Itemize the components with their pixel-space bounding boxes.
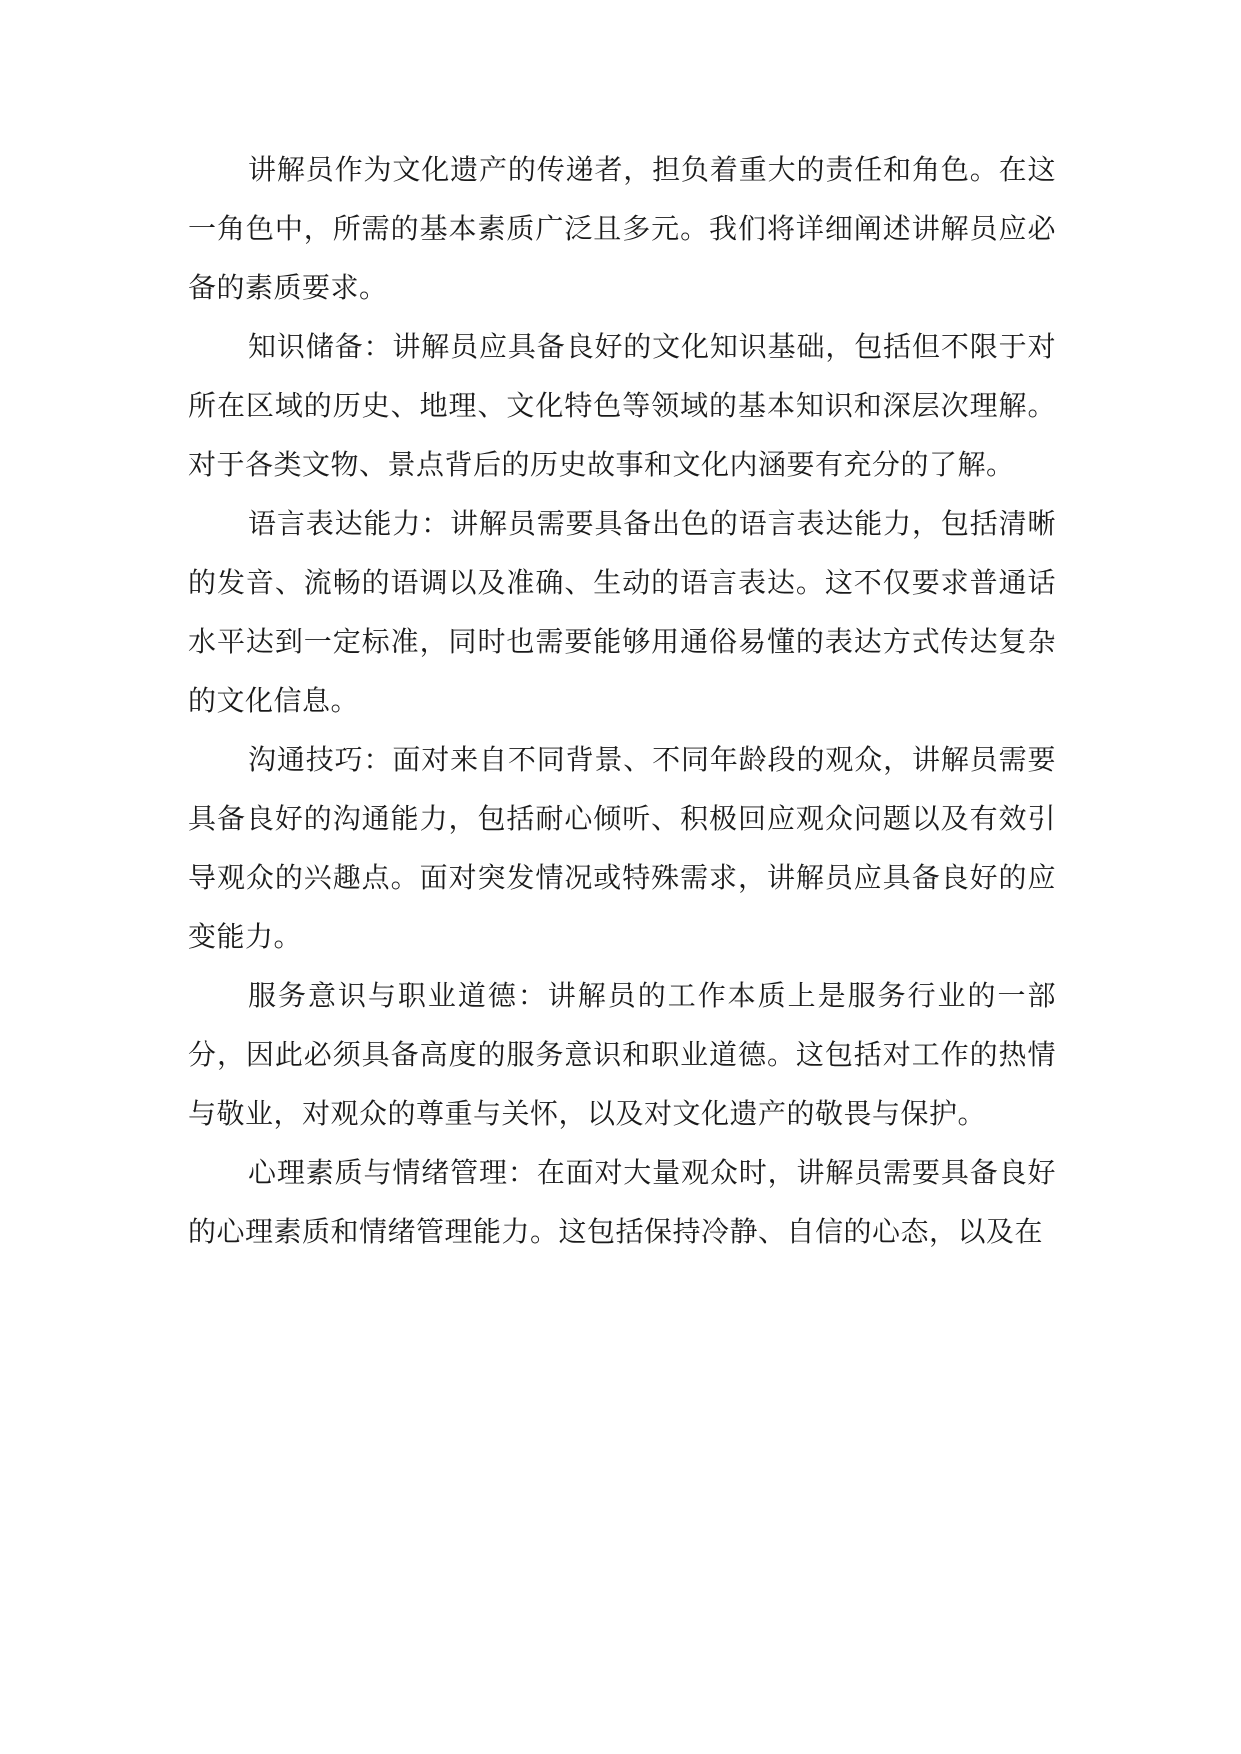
intro-paragraph: 讲解员作为文化遗产的传递者，担负着重大的责任和角色。在这一角色中，所需的基本素质广泛且多元。我们将详细阐述讲解员应必备的素质要求。 [188, 153, 1056, 304]
psychology-paragraph: 心理素质与情绪管理：在面对大量观众时，讲解员需要具备良好的心理素质和情绪管理能力。这包括保持冷静、自信的心态，以及在 [188, 1156, 1056, 1248]
language-paragraph: 语言表达能力：讲解员需要具备出色的语言表达能力，包括清晰的发音、流畅的语调以及准确、生动的语言表达。这不仅要求普通话水平达到一定标准，同时也需要能够用通俗易懂的表达方式传达复杂的文化信息。 [188, 507, 1056, 717]
communication-paragraph: 沟通技巧：面对来自不同背景、不同年龄段的观众，讲解员需要具备良好的沟通能力，包括耐心倾听、积极回应观众问题以及有效引导观众的兴趣点。面对突发情况或特殊需求，讲解员应具备良好的应变能力。 [188, 743, 1056, 953]
knowledge-paragraph: 知识储备：讲解员应具备良好的文化知识基础，包括但不限于对所在区域的历史、地理、文化特色等领域的基本知识和深层次理解。对于各类文物、景点背后的历史故事和文化内涵要有充分的了解。 [188, 330, 1056, 481]
service-ethics-paragraph: 服务意识与职业道德：讲解员的工作本质上是服务行业的一部分，因此必须具备高度的服务意识和职业道德。这包括对工作的热情与敬业，对观众的尊重与关怀，以及对文化遗产的敬畏与保护。 [188, 979, 1056, 1130]
document-body [188, 140, 1056, 1261]
